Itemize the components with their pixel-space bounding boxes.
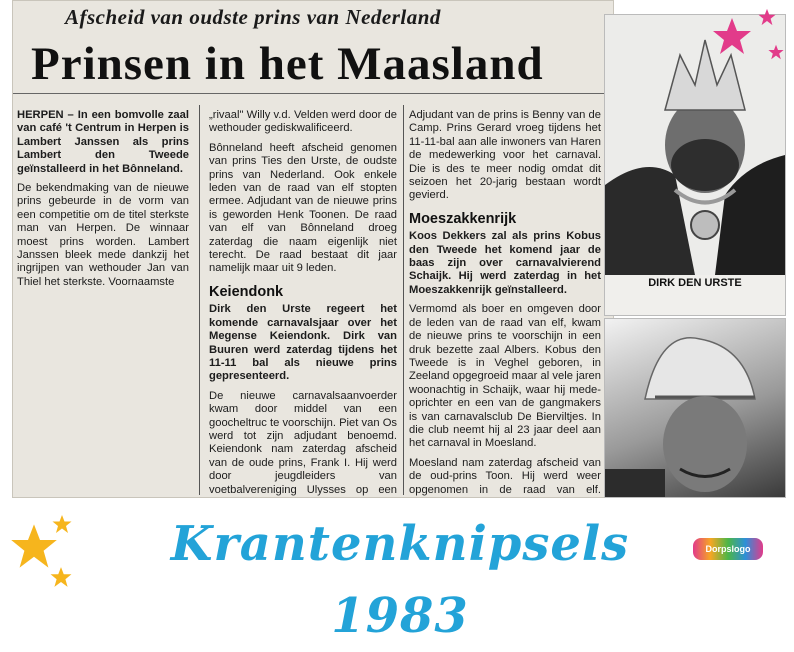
- banner-title: Krantenknipsels 1983: [170, 516, 630, 644]
- article-column-2: [209, 109, 397, 498]
- article-headline: Prinsen in het Maasland: [31, 38, 544, 90]
- pink-star-icon: [758, 8, 776, 26]
- gold-star-icon: [52, 514, 72, 534]
- photo-prince-two: [604, 318, 786, 498]
- article-lead: HERPEN – In een bomvolle zaal van café 't Centrum in Herpen is Lambert Janssen als prins Lambert den Tweede geïnstalleerd in het Bônneland.: [17, 109, 189, 175]
- article-paragraph: De nieuwe carnavalsaanvoerder kwam door middel van een goocheltruc te voorschijn. Piet van Os werd tot zijn adjudant benoemd. Keiendonk nam zaterdag afscheid van de oude prins, Frank I. Hij werd door jeugdleiders van voetbalvereniging Ulysses op een: [209, 389, 397, 496]
- article-column-1: [17, 109, 189, 295]
- column-divider: [199, 105, 200, 495]
- article-intro: Koos Dekkers zal als prins Kobus den Tweede het komend jaar de baas zijn over carnavalvierend Schaijk. Hij werd zaterdag in het Moeszakkenrijk geïnstalleerd.: [409, 230, 601, 296]
- pink-star-icon: [768, 44, 784, 60]
- gold-star-icon: [50, 566, 72, 588]
- photo-caption: DIRK DEN URSTE: [648, 277, 742, 289]
- photo-dirk-den-urste: [604, 14, 786, 316]
- article-paragraph: De bekendmaking van de nieuwe prins gebeurde in de vorm van een competitie om de titel sterkste man van Herpen. De winnaar moest prins worden. Lambert Janssen bleek mede dankzij het ingrijpen van wethouder Jan van Thiel het sterkste. Voornaamste: [17, 182, 189, 288]
- article-paragraph: Vermomd als boer en omgeven door de leden van de raad van elf, kwam de nieuwe prins te voorschijn in een druk bezette zaal Albers. Kobus den Tweede is in Veghel geboren, in Zeeland opgegroeid maar al vele jaren woonachtig in Schaijk, waar hij mede-oprichter en een van de gangmakers is van carnavalsclub De Bierviltjes. In die club neemt hij al 23 jaar deel aan het carnaval in Moesland.: [409, 303, 601, 450]
- article-column-3: [409, 109, 601, 498]
- site-logo[interactable]: Dorpslogo: [693, 538, 763, 560]
- article-paragraph: Adjudant van de prins is Benny van de Camp. Prins Gerard vroeg tijdens het 11-11-bal aan alle inwoners van Haren de medewerking voor het carnaval. Die is des te meer nodig omdat dit seizoen het 20-jarig bestaan wordt gevierd.: [409, 109, 601, 202]
- pink-star-icon: [712, 16, 752, 56]
- article-overline: Afscheid van oudste prins van Nederland: [65, 5, 441, 29]
- gold-star-icon: [10, 522, 58, 570]
- headline-divider: [13, 93, 613, 94]
- prince-portrait-image: [605, 319, 785, 497]
- prince-portrait-image: [605, 15, 785, 275]
- newspaper-clipping: [12, 0, 614, 498]
- article-intro: Dirk den Urste regeert het komende carnavalsjaar over het Megense Keiendonk. Dirk van Buuren werd zaterdag tijdens het 11-11 bal als nieuwe prins gepresenteerd.: [209, 303, 397, 383]
- section-heading-keiendonk: Keiendonk: [209, 283, 284, 300]
- article-paragraph: Bônneland heeft afscheid genomen van prins Ties den Urste, de oudste prins van Nederland. Ook enkele leden van de raad van elf stopten ermee. Adjudant van de nieuwe prins is geworden Henk Toonen. De raad van elf van Bônneland droeg zaterdag die naam eigenlijk niet terecht. De raad bestaat dit jaar namelijk maar uit 9 leden.: [209, 141, 397, 275]
- article-paragraph: Moesland nam zaterdag afscheid van de oud-prins Toon. Hij werd weer opgenomen in de raad van elf.: [409, 456, 601, 496]
- column-divider: [403, 105, 404, 495]
- article-paragraph: „rivaal" Willy v.d. Velden werd door de wethouder gediskwalificeerd.: [209, 109, 397, 135]
- section-heading-moeszakkenrijk: Moeszakkenrijk: [409, 210, 517, 227]
